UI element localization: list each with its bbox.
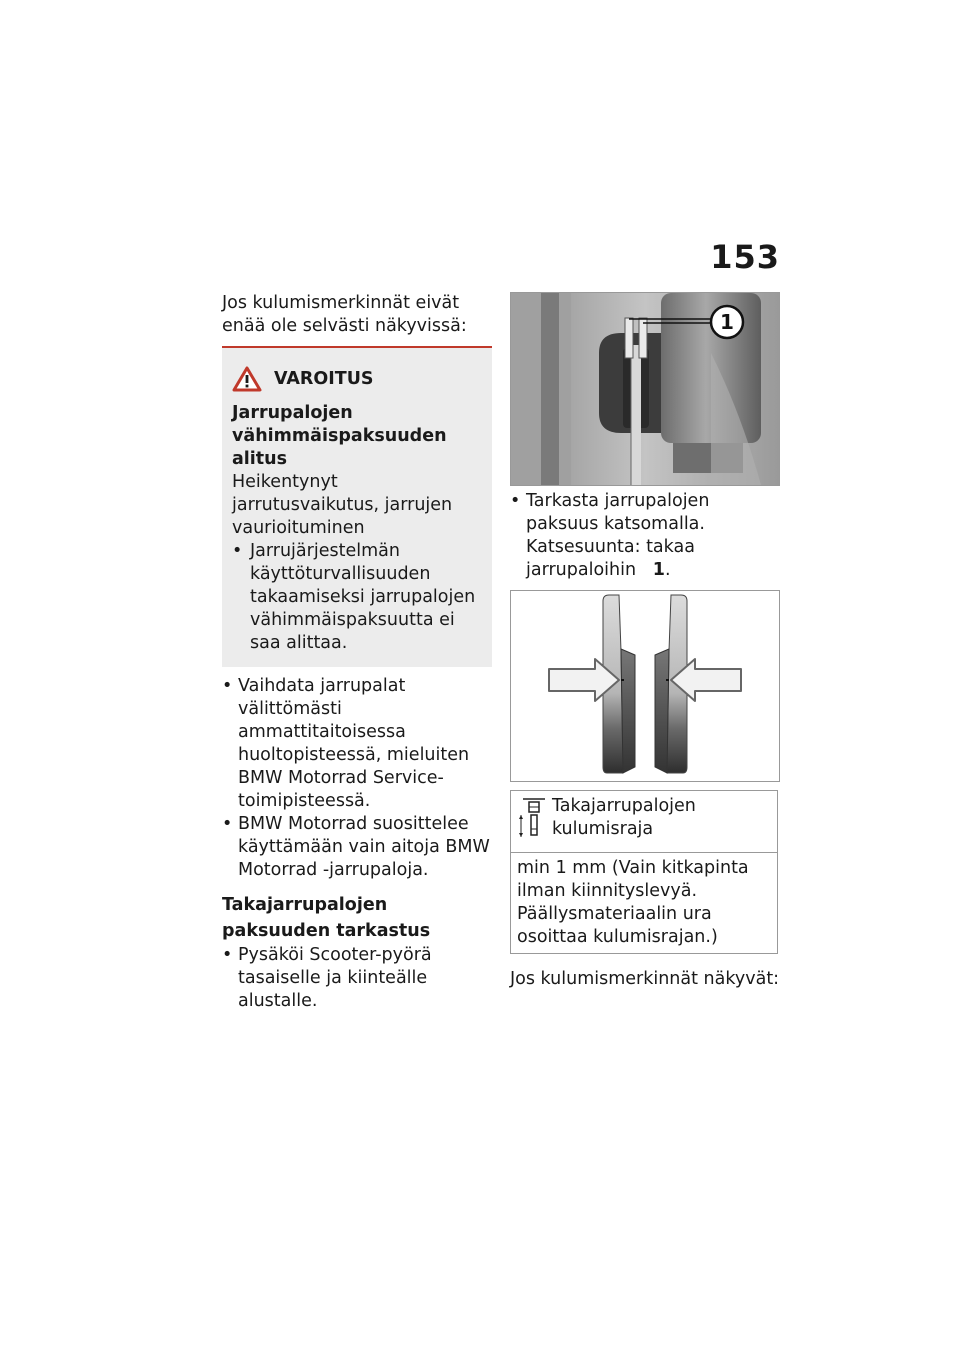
warning-header	[232, 366, 482, 392]
spec-header-cell	[511, 791, 778, 853]
inspect-end: .	[664, 560, 671, 580]
right-column	[510, 292, 780, 991]
photo-callout-label: 1	[720, 310, 734, 334]
inspect-ref: 1	[652, 560, 665, 580]
section-bullet-list	[222, 944, 492, 1013]
warning-bullet-list	[232, 540, 482, 655]
warning-title: VAROITUS	[274, 369, 374, 389]
warning-triangle-icon	[232, 366, 262, 392]
spec-title: Takajarrupalojen kulumisraja	[551, 796, 696, 839]
list-item: • BMW Motorrad suosittelee käyttämään vain aitoja BMW Motorrad -jarrupaloja.	[222, 813, 492, 882]
footer-text: Jos kulumismerkinnät näkyvät:	[510, 969, 780, 989]
warning-box	[222, 348, 492, 667]
warning-subtitle: Jarrupalojen vähimmäispaksuuden alitus	[232, 403, 447, 469]
list-item: • Vaihdata jarrupalat välittömästi ammattitaitoisessa huoltopisteessä, mieluiten BMW Motorrad Service-toimipisteessä.	[222, 675, 492, 813]
page-number: 153	[710, 238, 780, 276]
spec-header-row	[511, 791, 778, 853]
spec-table	[510, 790, 778, 954]
list-item: • Pysäköi Scooter-pyörä tasaiselle ja kiinteälle alustalle.	[222, 944, 492, 1013]
brake-pad-gauge-icon	[517, 795, 551, 841]
list-item	[510, 490, 780, 582]
section-heading: Takajarrupalojen paksuuden tarkastus	[222, 895, 431, 941]
warning-text: Heikentynyt jarrutusvaikutus, jarrujen vaurioituminen	[232, 472, 453, 538]
spec-value-row	[511, 853, 778, 954]
brake-caliper-photo	[510, 292, 780, 486]
brake-pad-wear-illustration	[511, 591, 779, 781]
inspect-text: Tarkasta jarrupalojen paksuus katsomalla. Katsesuunta: takaa jarrupaloihin	[526, 491, 710, 580]
action-bullet-list	[222, 675, 492, 882]
warning-bullet: • Jarrujärjestelmän käyttöturvallisuuden takaamiseksi jarrupalojen vähimmäispaksuutta ei saa alittaa.	[232, 540, 482, 655]
brake-pad-diagram	[510, 590, 780, 782]
left-column	[222, 292, 492, 1013]
spec-value: min 1 mm (Vain kitkapinta ilman kiinnityslevyä. Päällysmateriaalin ura osoittaa kulumisrajan.)	[511, 853, 778, 954]
brake-caliper-illustration	[511, 293, 779, 485]
inspect-bullet-list	[510, 490, 780, 582]
intro-text: Jos kulumismerkinnät eivät enää ole selvästi näkyvissä:	[222, 293, 467, 336]
